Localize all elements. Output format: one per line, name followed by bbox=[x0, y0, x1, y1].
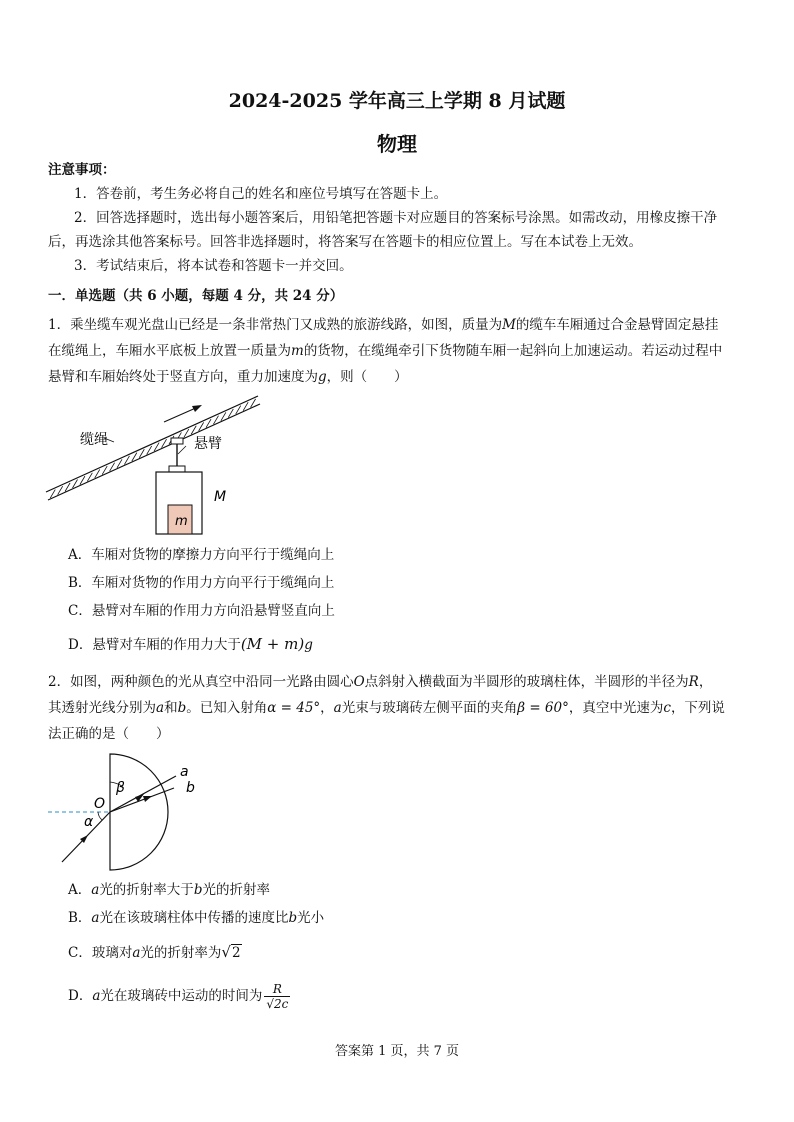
notice-item-3: 3．考试结束后，将本试卷和答题卡一并交回。 bbox=[74, 258, 353, 274]
subject-title: 物理 bbox=[377, 132, 417, 156]
alpha-arc bbox=[98, 812, 102, 820]
q2-text: ，真空中光速为 bbox=[568, 700, 664, 716]
notice-item-2-line-2: 后，再选涂其他答案标号。回答非选择题时，将答案写在答题卡的相应位置上。写在本试卷上无效。 bbox=[48, 234, 642, 250]
cable-rope bbox=[46, 396, 260, 500]
q2-option-b[interactable] bbox=[68, 908, 324, 928]
q1-cable-car-figure bbox=[44, 392, 268, 538]
q2-var-c: c bbox=[663, 700, 671, 716]
q2-var-a: a bbox=[132, 945, 141, 961]
q1-text: 的缆车车厢通过合金悬臂固定悬挂 bbox=[515, 317, 719, 333]
q2-var-O: O bbox=[353, 674, 365, 690]
section-heading: 一．单选题（共 6 小题，每题 4 分，共 24 分） bbox=[48, 288, 344, 304]
q2-option-b-text: 光在该玻璃柱体中传播的速度比 bbox=[99, 910, 289, 926]
q2-var-b: b bbox=[177, 700, 187, 716]
q2-option-d-text: D． bbox=[68, 988, 93, 1004]
q1-option-a[interactable]: A．车厢对货物的摩擦力方向平行于缆绳向上 bbox=[68, 547, 335, 563]
q1-text: 的货物，在缆绳牵引下货物随车厢一起斜向上加速运动。若运动过程中 bbox=[303, 343, 723, 359]
q1-option-d-text: D．悬臂对车厢的作用力大于 bbox=[68, 637, 241, 653]
q2-var-R: R bbox=[688, 674, 699, 690]
q1-stem-line-2 bbox=[48, 341, 722, 361]
ray-a-label: a bbox=[180, 764, 189, 780]
center-O-label: O bbox=[94, 796, 106, 812]
arm-mount bbox=[169, 466, 185, 472]
q1-text: ，则（ ） bbox=[326, 369, 408, 385]
fraction-denominator: √2c bbox=[266, 997, 289, 1011]
q2-var-a: a bbox=[156, 700, 165, 716]
q2-beta-value: β = 60° bbox=[517, 700, 569, 716]
q2-text: 光束与玻璃砖左侧平面的夹角 bbox=[341, 700, 518, 716]
q2-var-b: b bbox=[193, 882, 203, 898]
sqrt-denominator-value: 2c bbox=[274, 997, 289, 1011]
q2-text: ， bbox=[320, 700, 334, 716]
q2-stem-line-2 bbox=[48, 698, 725, 718]
sqrt-symbol: √ bbox=[221, 943, 231, 961]
q2-text: 和 bbox=[164, 700, 178, 716]
beta-label: β bbox=[116, 780, 125, 796]
q2-option-c[interactable] bbox=[68, 942, 242, 963]
rope-label: 缆绳 bbox=[80, 432, 108, 448]
q2-var-a: a bbox=[91, 882, 100, 898]
fraction bbox=[264, 982, 290, 1011]
q2-option-c-text: 光的折射率为 bbox=[140, 945, 222, 961]
q1-text: 悬臂和车厢始终处于竖直方向，重力加速度为 bbox=[48, 369, 318, 385]
q2-alpha-value: α = 45° bbox=[267, 700, 321, 716]
notice-item-1: 1．答卷前，考生务必将自己的姓名和座位号填写在答题卡上。 bbox=[74, 186, 448, 202]
motion-arrow bbox=[164, 405, 202, 422]
notice-heading: 注意事项： bbox=[48, 162, 116, 178]
q2-var-a: a bbox=[333, 700, 342, 716]
semicircle-glass bbox=[110, 754, 168, 870]
q2-text: 点斜射入横截面为半圆形的玻璃柱体，半圆形的半径为 bbox=[364, 674, 689, 690]
q2-var-a: a bbox=[91, 910, 100, 926]
rope-clamp bbox=[171, 438, 183, 444]
ray-b-label: b bbox=[186, 780, 195, 796]
q2-option-a-text: 光的折射率大于 bbox=[99, 882, 194, 898]
q1-stem-line-1 bbox=[48, 315, 718, 335]
q2-option-a-text: A． bbox=[68, 882, 92, 898]
q2-var-a: a bbox=[92, 988, 101, 1004]
q2-option-b-text: 光小 bbox=[297, 910, 325, 926]
q2-text: 2．如图，两种颜色的光从真空中沿同一光路由圆心 bbox=[48, 674, 354, 690]
page-footer: 答案第 1 页，共 7 页 bbox=[334, 1044, 460, 1059]
q1-var-M: M bbox=[502, 317, 516, 333]
q1-text: 在缆绳上，车厢水平底板上放置一质量为 bbox=[48, 343, 291, 359]
q2-text: ，下列说 bbox=[670, 700, 725, 716]
q1-var-m: m bbox=[291, 343, 304, 359]
q2-option-c-text: C．玻璃对 bbox=[68, 945, 133, 961]
q1-option-b[interactable]: B．车厢对货物的作用力方向平行于缆绳向上 bbox=[68, 575, 335, 591]
arm-label-pointer bbox=[178, 446, 186, 454]
sqrt-value: 2 bbox=[231, 945, 241, 961]
q1-option-c[interactable]: C．悬臂对车厢的作用力方向沿悬臂竖直向上 bbox=[68, 603, 335, 619]
q2-text: 。已知入射角 bbox=[186, 700, 268, 716]
q2-option-a-text: 光的折射率 bbox=[202, 882, 270, 898]
q2-option-d[interactable] bbox=[68, 982, 290, 1011]
fraction-numerator: R bbox=[264, 982, 290, 997]
q2-option-b-text: B． bbox=[68, 910, 92, 926]
cabin-mass-label: M bbox=[214, 489, 227, 505]
cargo-mass-label: m bbox=[175, 514, 188, 529]
q1-text: 1．乘坐缆车观光盘山已经是一条非常热门又成熟的旅游线路，如图，质量为 bbox=[48, 317, 503, 333]
q1-var-g: g bbox=[318, 369, 327, 385]
exam-title: 2024-2025 学年高三上学期 8 月试题 bbox=[228, 90, 566, 112]
q1-option-d-g: g bbox=[304, 637, 313, 653]
q2-option-d-text: 光在玻璃砖中运动的时间为 bbox=[100, 988, 263, 1004]
alpha-label: α bbox=[84, 814, 94, 830]
q1-option-d-expression: (M + m) bbox=[240, 635, 305, 653]
q2-stem-line-1 bbox=[48, 672, 712, 692]
notice-item-2-line-1: 2．回答选择题时，选出每小题答案后，用铅笔把答题卡对应题目的答案标号涂黑。如需改动，用橡皮擦干净 bbox=[74, 210, 718, 226]
q2-var-b: b bbox=[288, 910, 298, 926]
q2-text: 其透射光线分别为 bbox=[48, 700, 156, 716]
q2-stem-line-3: 法正确的是（ ） bbox=[48, 726, 170, 742]
q2-semicircle-figure bbox=[44, 752, 214, 874]
q1-option-d[interactable] bbox=[68, 634, 313, 655]
q2-text: ， bbox=[698, 674, 713, 690]
q2-option-a[interactable] bbox=[68, 880, 270, 900]
arm-label: 悬臂 bbox=[194, 436, 222, 452]
q1-stem-line-3 bbox=[48, 367, 408, 387]
